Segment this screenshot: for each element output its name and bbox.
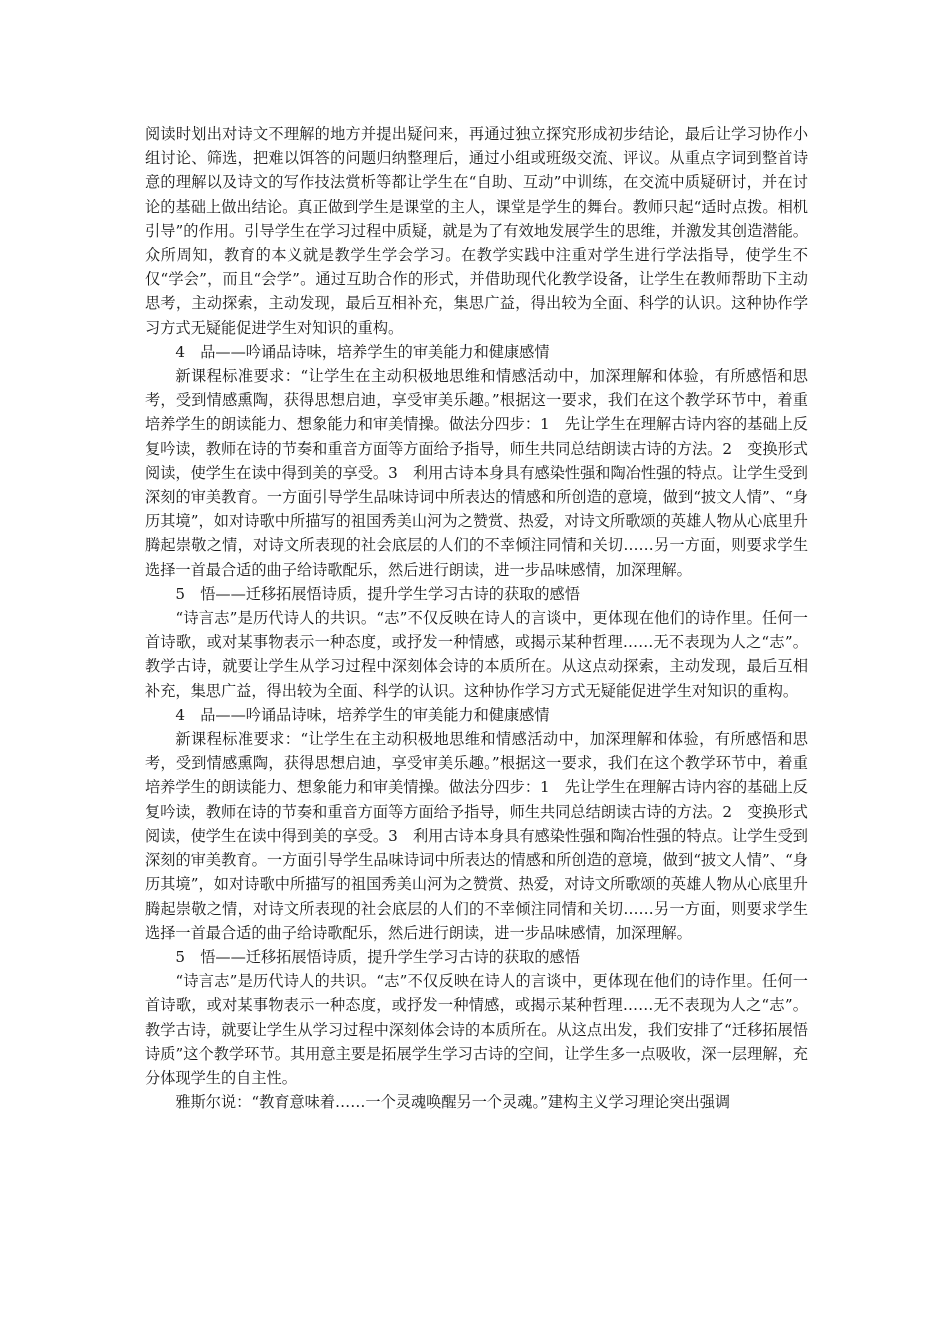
paragraph-poetry-expresses-will-repeat: “诗言志”是历代诗人的共识。“志”不仅反映在诗人的言谈中，更体现在他们的诗作里。任何一首诗歌，或对某事物表示一种态度，或抒发一种情感，或揭示某种哲理……无不表现为人之“志”。教学古诗，就要让学生从学习过程中深刻体会诗的本质所在。从这点出发，我们安排了“迁移拓展悟诗质”这个教学环节。其用意主要是拓展学生学习古诗的空间，让学生多一点吸收，深一层理解，充分体现学生的自主性。 — [145, 972, 808, 1087]
paragraph-curriculum-standard: 新课程标准要求：“让学生在主动积极地思维和情感活动中，加深理解和体验，有所感悟和思考，受到情感熏陶，获得思想启迪，享受审美乐趣。”根据这一要求，我们在这个教学环节中，着重培养学生的朗读能力、想象能力和审美情操。做法分四步：1 先让学生在理解古诗内容的基础上反复吟读，教师在诗的节奏和重音方面等方面给予指导，师生共同总结朗读古诗的方法。2 变换形式阅读，使学生在读中得到美的享受。3 利用古诗本身具有感染性强和陶冶性强的特点。让学生受到深刻的审美教育。一方面引导学生品味诗词中所表达的情感和所创造的意境，做到“披文人情”、“身历其境”，如对诗歌中所描写的祖国秀美山河为之赞赏、热爱，对诗文所歌颂的英雄人物从心底里升腾起崇敬之情，对诗文所表现的社会底层的人们的不幸倾注同情和关切……另一方面，则要求学生选择一首最合适的曲子给诗歌配乐，然后进行朗读，进一步品味感情，加深理解。 — [145, 367, 808, 579]
section-heading-5-wu: 5 悟——迁移拓展悟诗质，提升学生学习古诗的获取的感悟 — [175, 584, 580, 603]
section-heading-5-wu-repeat: 5 悟——迁移拓展悟诗质，提升学生学习古诗的获取的感悟 — [175, 947, 580, 966]
section-heading-4-pin: 4 品——吟诵品诗味，培养学生的审美能力和健康感情 — [175, 342, 550, 361]
paragraph-curriculum-standard-repeat: 新课程标准要求：“让学生在主动积极地思维和情感活动中，加深理解和体验，有所感悟和思考，受到情感熏陶，获得思想启迪，享受审美乐趣。”根据这一要求，我们在这个教学环节中，着重培养学生的朗读能力、想象能力和审美情操。做法分四步：1 先让学生在理解古诗内容的基础上反复吟读，教师在诗的节奏和重音方面等方面给予指导，师生共同总结朗读古诗的方法。2 变换形式阅读，使学生在读中得到美的享受。3 利用古诗本身具有感染性强和陶冶性强的特点。让学生受到深刻的审美教育。一方面引导学生品味诗词中所表达的情感和所创造的意境，做到“披文人情”、“身历其境”，如对诗歌中所描写的祖国秀美山河为之赞赏、热爱，对诗文所歌颂的英雄人物从心底里升腾起崇敬之情，对诗文所表现的社会底层的人们的不幸倾注同情和关切……另一方面，则要求学生选择一首最合适的曲子给诗歌配乐，然后进行朗读，进一步品味感情，加深理解。 — [145, 730, 808, 942]
paragraph-jaspers-quote: 雅斯尔说：“教育意味着……一个灵魂唤醒另一个灵魂。”建构主义学习理论突出强调 — [175, 1093, 731, 1112]
paragraph-continuation: 阅读时划出对诗文不理解的地方并提出疑问来，再通过独立探究形成初步结论，最后让学习协作小组讨论、筛选，把难以饵答的问题归纳整理后，通过小组或班级交流、评议。从重点字词到整首诗意的理解以及诗文的写作技法赏析等都让学生在“自助、互动”中训练，在交流中质疑研讨，并在讨论的基础上做出结论。真正做到学生是课堂的主人，课堂是学生的舞台。教师只起“适时点拨。相机引导”的作用。引导学生在学习过程中质疑，就是为了有效地发展学生的思维，并激发其创造潜能。众所周知，教育的本义就是教学生学会学习。在教学实践中注重对学生进行学法指导，使学生不仅“学会”，而且“会学”。通过互助合作的形式，并借助现代化教学设备，让学生在教师帮助下主动思考，主动探索，主动发现，最后互相补充，集思广益，得出较为全面、科学的认识。这种协作学习方式无疑能促进学生对知识的重构。 — [145, 125, 808, 337]
paragraph-poetry-expresses-will: “诗言志”是历代诗人的共识。“志”不仅反映在诗人的言谈中，更体现在他们的诗作里。任何一首诗歌，或对某事物表示一种态度，或抒发一种情感，或揭示某种哲理……无不表现为人之“志”。教学古诗，就要让学生从学习过程中深刻体会诗的本质所在。从这点动探索，主动发现，最后互相补充，集思广益，得出较为全面、科学的认识。这种协作学习方式无疑能促进学生对知识的重构。 — [145, 609, 808, 700]
document-page — [145, 122, 808, 1114]
section-heading-4-pin-repeat: 4 品——吟诵品诗味，培养学生的审美能力和健康感情 — [175, 705, 550, 724]
